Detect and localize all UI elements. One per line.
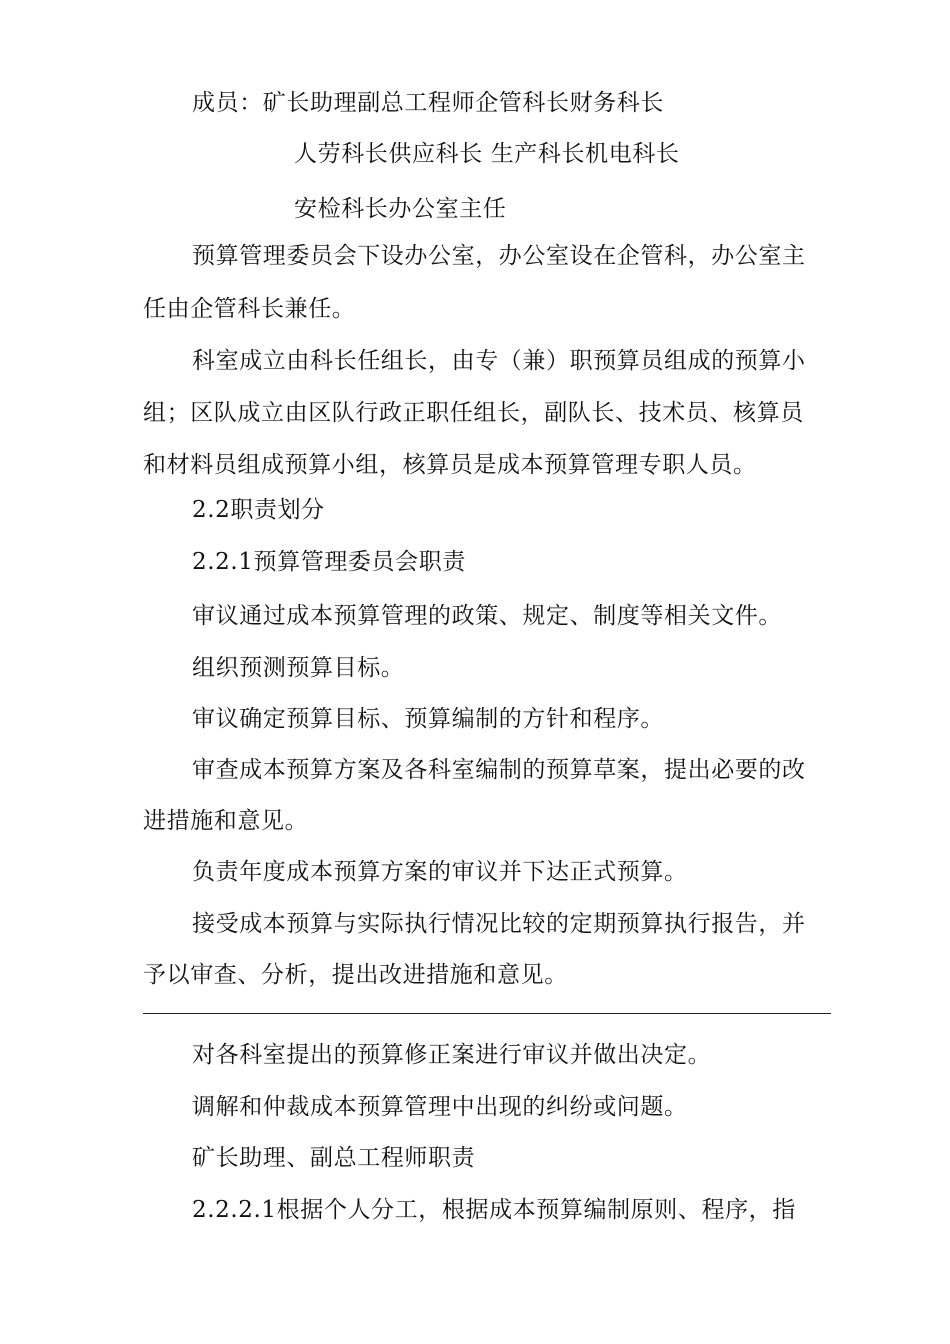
section-heading: 2.2职责划分 [192,497,325,523]
duty-item-cont: 予以审查、分析，提出改进措施和意见。 [143,962,568,988]
page-divider [143,1013,831,1014]
paragraph-office-line-1: 预算管理委员会下设办公室，办公室设在企管科，办公室主 [192,243,806,269]
paragraph-groups-line-3: 和材料员组成预算小组，核算员是成本预算管理专职人员。 [143,452,757,478]
paragraph-groups-line-1: 科室成立由科长任组长，由专（兼）职预算员组成的预算小 [192,348,806,374]
duty-item: 2.2.2.1根据个人分工，根据成本预算编制原则、程序，指 [192,1197,796,1223]
duty-item: 接受成本预算与实际执行情况比较的定期预算执行报告，并 [192,911,806,937]
duty-item: 组织预测预算目标。 [192,655,405,681]
duty-item-cont: 进措施和意见。 [143,808,309,834]
duty-item: 调解和仲裁成本预算管理中出现的纠纷或问题。 [192,1094,688,1120]
members-line-cont-1: 人劳科长供应科长 生产科长机电科长 [294,141,680,167]
subsection-heading: 矿长助理、副总工程师职责 [192,1145,476,1171]
subsection-heading: 2.2.1预算管理委员会职责 [192,549,466,575]
members-line-cont-2: 安检科长办公室主任 [294,196,507,222]
members-line: 成员：矿长助理副总工程师企管科长财务科长 [192,90,664,116]
duty-item: 审查成本预算方案及各科室编制的预算草案，提出必要的改 [192,757,806,783]
paragraph-office-line-2: 任由企管科长兼任。 [143,296,356,322]
duty-item: 负责年度成本预算方案的审议并下达正式预算。 [192,859,688,885]
duty-item: 审议通过成本预算管理的政策、规定、制度等相关文件。 [192,603,782,629]
duty-item: 审议确定预算目标、预算编制的方针和程序。 [192,706,664,732]
duty-item: 对各科室提出的预算修正案进行审议并做出决定。 [192,1042,712,1068]
paragraph-groups-line-2: 组；区队成立由区队行政正职任组长，副队长、技术员、核算员 [143,400,804,426]
